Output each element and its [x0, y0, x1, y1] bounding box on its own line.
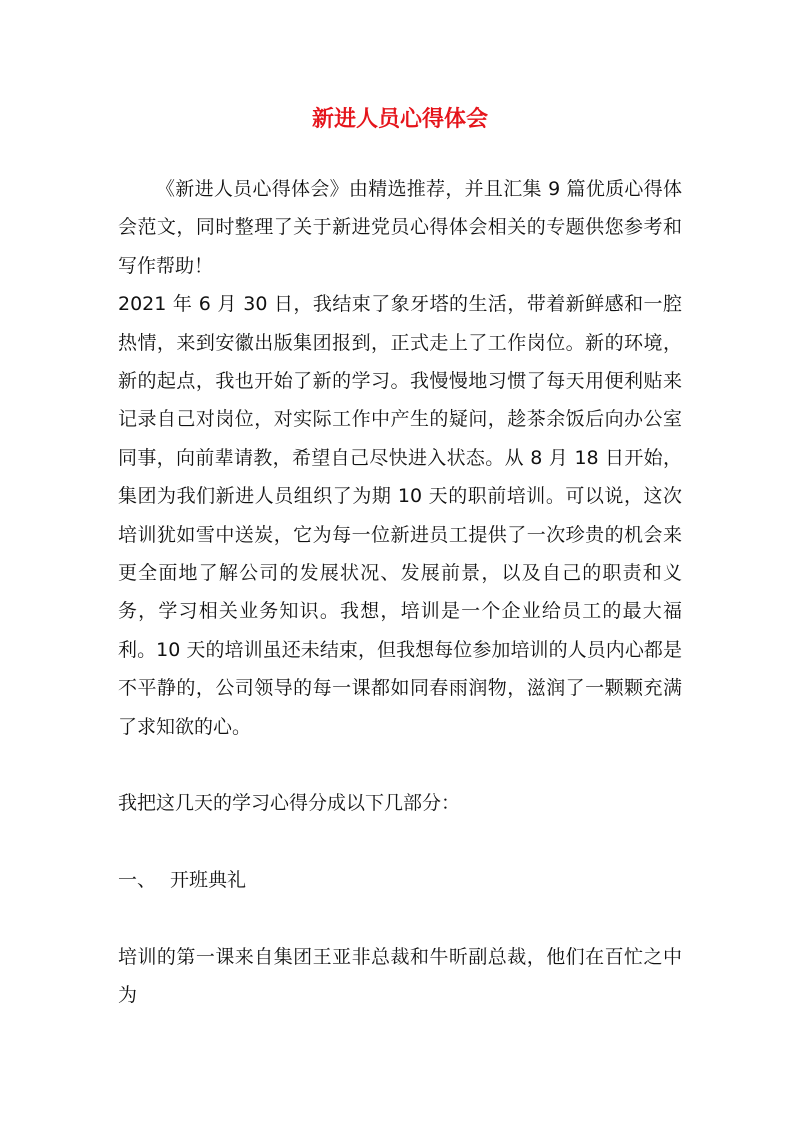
document-title: 新进人员心得体会 [311, 107, 488, 132]
body-paragraph: 2021 年 6 月 30 日，我结束了象牙塔的生活，带着新鲜感和一腔热情，来到安徽出版集团报到，正式走上了工作岗位。新的环境，新的起点，我也开始了新的学习。我慢慢地习惯了每天用便利贴来记录自己对岗位，对实际工作中产生的疑问，趁茶余饭后向办公室同事，向前辈请教，希望自己尽快进入状态。从 8 月 18 日开始，集团为我们新进人员组织了为期 10 天的职前培训。可以说，这次培训犹如雪中送炭，它为每一位新进员工提供了一次珍贵的机会来更全面地了解公司的发展状况、发展前景，以及自己的职责和义务，学习相关业务知识。我想，培训是一个企业给员工的最大福利。10 天的培训虽还未结束，但我想每位参加培训的人员内心都是不平静的，公司领导的每一课都如同春雨润物，滋润了一颗颗充满了求知欲的心。 [118, 293, 682, 738]
section-heading [118, 861, 682, 899]
section-title: 开班典礼 [170, 869, 247, 892]
paragraph-spacer [118, 823, 682, 861]
paragraph-spacer [118, 746, 682, 784]
paragraph-spacer [118, 900, 682, 938]
intro-paragraph: 《新进人员心得体会》由精选推荐，并且汇集 9 篇优质心得体会范文，同时整理了关于新进党员心得体会相关的专题供您参考和写作帮助！ [118, 178, 682, 277]
summary-line: 我把这几天的学习心得分成以下几部分： [118, 792, 461, 815]
section-number: 一、 [118, 869, 157, 892]
section-paragraph: 培训的第一课来自集团王亚非总裁和牛昕副总裁，他们在百忙之中为 [118, 946, 682, 1007]
